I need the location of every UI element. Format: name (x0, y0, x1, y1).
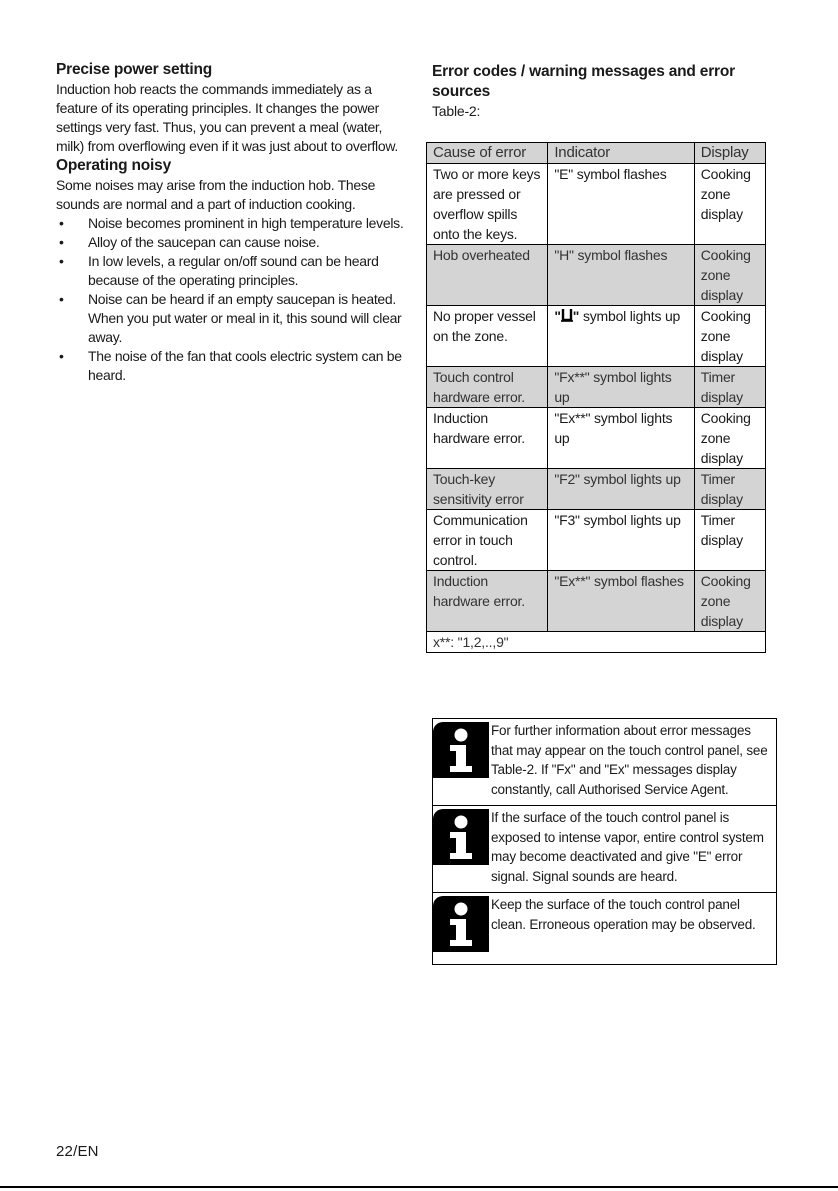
left-column (56, 60, 406, 385)
list-item: • Noise becomes prominent in high temperature levels. (56, 214, 406, 233)
display-cell: Timer display (694, 367, 765, 408)
info-note-row (433, 719, 776, 806)
operating-noisy-intro: Some noises may arise from the induction hob. These sounds are normal and a part of induction cooking. (56, 177, 376, 212)
cause-cell: Communication error in touch control. (427, 510, 548, 571)
list-item: • The noise of the fan that cools electric system can be heard. (56, 347, 406, 385)
display-cell: Cooking zone display (694, 245, 765, 306)
cause-cell: Touch-key sensitivity error (427, 469, 548, 510)
no-vessel-symbol-icon: " " (554, 308, 583, 324)
display-cell: Timer display (694, 510, 765, 571)
info-note-text: Keep the surface of the touch control panel clean. Erroneous operation may be observed. (491, 897, 756, 932)
display-cell: Cooking zone display (694, 164, 765, 245)
table-row (427, 367, 766, 408)
table-label: Table-2: (432, 103, 481, 119)
table-row (427, 469, 766, 510)
cause-cell: Two or more keys are pressed or overflow spills onto the keys. (427, 164, 548, 245)
info-note-text: If the surface of the touch control panel is exposed to intense vapor, entire control system may become deactivated and give "E" error signal. Signal sounds are heard. (491, 810, 764, 884)
indicator-cell: "F2" symbol lights up (548, 469, 694, 510)
operating-noisy-heading: Operating noisy (56, 157, 171, 174)
bottom-divider (0, 1186, 838, 1188)
display-cell: Timer display (694, 469, 765, 510)
error-codes-heading: Error codes / warning messages and error sources (432, 63, 735, 100)
indicator-cell: "Fx**" symbol lights up (548, 367, 694, 408)
table-row (427, 306, 766, 367)
right-column (432, 62, 772, 121)
table-note-row (427, 632, 766, 653)
info-icon (433, 809, 489, 865)
column-header-display: Display (694, 143, 765, 164)
info-icon (433, 722, 489, 778)
page-number: 22/EN (56, 1143, 99, 1160)
list-item: • Noise can be heard if an empty saucepan is heated. When you put water or meal in it, this sound will clear away. (56, 290, 406, 347)
table-row (427, 408, 766, 469)
table-row (427, 245, 766, 306)
table-row (427, 164, 766, 245)
info-icon (433, 896, 489, 952)
table-row (427, 510, 766, 571)
precise-power-text: Induction hob reacts the commands immediately as a feature of its operating principles. It changes the power settings very fast. Thus, you can prevent a meal (water, milk) from overflowing even if it was just about to overflow. (56, 81, 398, 154)
info-note-row (433, 806, 776, 893)
indicator-cell: "H" symbol flashes (548, 245, 694, 306)
display-cell: Cooking zone display (694, 571, 765, 632)
info-note-text: For further information about error messages that may appear on the touch control panel, see Table-2. If "Fx" and "Ex" messages display constantly, call Authorised Service Agent. (491, 723, 768, 797)
error-codes-table (426, 142, 766, 653)
column-header-indicator: Indicator (548, 143, 694, 164)
table-note: x**: "1,2,..,9" (427, 632, 766, 653)
cause-cell: No proper vessel on the zone. (427, 306, 548, 367)
no-vessel-indicator-text: symbol lights up (582, 308, 681, 324)
display-cell: Cooking zone display (694, 306, 765, 367)
indicator-cell: "E" symbol flashes (548, 164, 694, 245)
cause-cell: Touch control hardware error. (427, 367, 548, 408)
cause-cell: Hob overheated (427, 245, 548, 306)
list-item: • In low levels, a regular on/off sound can be heard because of the operating principles. (56, 252, 406, 290)
table-header-row (427, 143, 766, 164)
column-header-cause: Cause of error (427, 143, 548, 164)
display-cell: Cooking zone display (694, 408, 765, 469)
indicator-cell: "Ex**" symbol lights up (548, 408, 694, 469)
indicator-cell (548, 306, 694, 367)
list-item: • Alloy of the saucepan can cause noise. (56, 233, 406, 252)
indicator-cell: "F3" symbol lights up (548, 510, 694, 571)
info-notes-box (432, 718, 777, 965)
cause-cell: Induction hardware error. (427, 571, 548, 632)
noise-bullet-list (56, 214, 406, 385)
table-row (427, 571, 766, 632)
indicator-cell: "Ex**" symbol flashes (548, 571, 694, 632)
precise-power-heading: Precise power setting (56, 61, 213, 78)
cause-cell: Induction hardware error. (427, 408, 548, 469)
info-note-row (433, 893, 776, 964)
